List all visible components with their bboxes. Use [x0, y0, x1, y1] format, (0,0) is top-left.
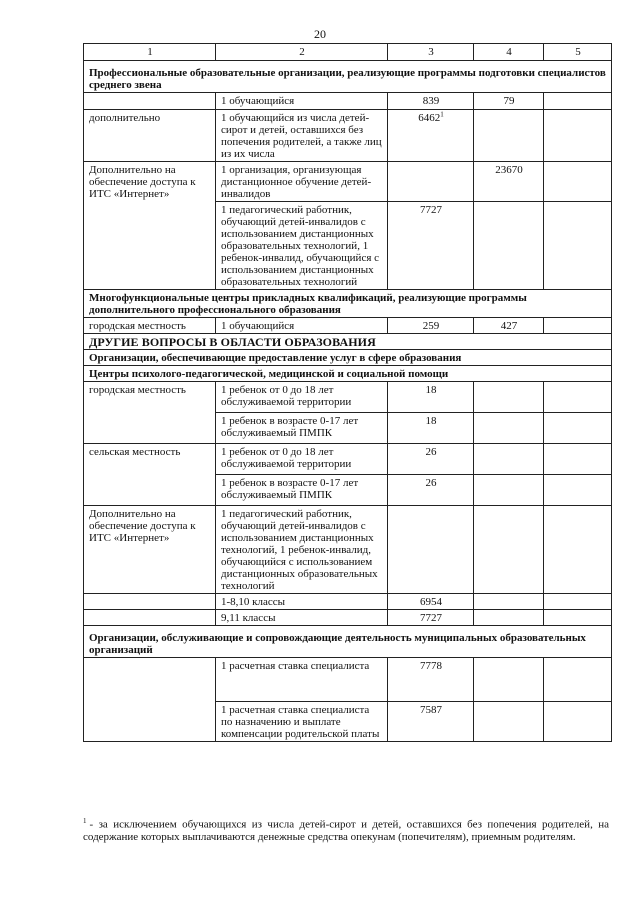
footnote — [83, 815, 609, 844]
unit-cell: 1 ребенок в возрасте 0-17 лет обслуживаемый ПМПК — [216, 413, 388, 444]
value-cell: 18 — [388, 382, 474, 413]
column-number: 3 — [388, 44, 474, 61]
section-row — [84, 290, 612, 318]
footnote-ref: 1 — [440, 110, 444, 119]
table-row — [84, 444, 612, 475]
category-cell: Дополнительно на обеспечение доступа к ИТС «Интернет» — [84, 162, 216, 290]
category-cell — [84, 594, 216, 610]
value-cell — [544, 162, 612, 202]
table-row — [84, 658, 612, 702]
value-cell — [474, 202, 544, 290]
value-cell — [544, 658, 612, 702]
unit-cell: 1 обучающийся из числа детей-сирот и детей, оставшихся без попечения родителей, а также лиц из их числа — [216, 110, 388, 162]
value-cell: 7778 — [388, 658, 474, 702]
value-cell — [544, 413, 612, 444]
section-heading: Организации, обеспечивающие предоставление услуг в сфере образования — [84, 350, 612, 366]
value-cell — [474, 594, 544, 610]
value-cell: 7727 — [388, 202, 474, 290]
unit-cell: 1 обучающийся — [216, 318, 388, 334]
value-cell — [474, 382, 544, 413]
value-cell — [388, 110, 474, 162]
category-cell — [84, 93, 216, 110]
value-cell — [544, 594, 612, 610]
table-row — [84, 594, 612, 610]
section-row — [84, 350, 612, 366]
unit-cell: 1 ребенок от 0 до 18 лет обслуживаемой территории — [216, 444, 388, 475]
table-row — [84, 318, 612, 334]
section-row — [84, 626, 612, 658]
value-cell — [544, 506, 612, 594]
section-row — [84, 366, 612, 382]
section-heading: Многофункциональные центры прикладных квалификаций, реализующие программы дополнительного профессионального образования — [84, 290, 612, 318]
table-row — [84, 382, 612, 413]
value-cell — [474, 702, 544, 742]
unit-cell: 1 организация, организующая дистанционное обучение детей-инвалидов — [216, 162, 388, 202]
value-cell: 259 — [388, 318, 474, 334]
value-cell: 839 — [388, 93, 474, 110]
value-cell: 7587 — [388, 702, 474, 742]
value-cell — [544, 382, 612, 413]
value-cell — [544, 110, 612, 162]
unit-cell: 9,11 классы — [216, 610, 388, 626]
column-number: 5 — [544, 44, 612, 61]
value-cell — [544, 475, 612, 506]
value-cell — [474, 610, 544, 626]
table-row — [84, 110, 612, 162]
unit-cell: 1 расчетная ставка специалиста — [216, 658, 388, 702]
column-number: 2 — [216, 44, 388, 61]
column-number: 1 — [84, 44, 216, 61]
value-cell: 26 — [388, 444, 474, 475]
category-cell: Дополнительно на обеспечение доступа к ИТС «Интернет» — [84, 506, 216, 594]
footnote-mark: 1 — [83, 817, 87, 825]
category-cell — [84, 658, 216, 742]
unit-cell: 1 педагогический работник, обучающий детей-инвалидов с использованием дистанционных образовательных технологий, 1 ребенок-инвалид, обучающийся с использованием дистанционных образовательных технологий — [216, 202, 388, 290]
category-cell: городская местность — [84, 382, 216, 444]
section-heading: Центры психолого-педагогической, медицинской и социальной помощи — [84, 366, 612, 382]
section-row — [84, 334, 612, 350]
column-number: 4 — [474, 44, 544, 61]
value-cell — [544, 202, 612, 290]
table-row — [84, 506, 612, 594]
footnote-text: - за исключением обучающихся из числа детей-сирот и детей, оставшихся без попечения родителей, на содержание которых выплачиваются денежные средства опекунам (попечителям), приемным родителям. — [83, 818, 609, 844]
table-row — [84, 93, 612, 110]
category-cell: сельская местность — [84, 444, 216, 506]
value-cell: 79 — [474, 93, 544, 110]
value-cell: 26 — [388, 475, 474, 506]
value-cell — [474, 506, 544, 594]
category-cell: городская местность — [84, 318, 216, 334]
value-cell — [388, 162, 474, 202]
value-cell — [544, 318, 612, 334]
section-row — [84, 61, 612, 93]
table-row — [84, 610, 612, 626]
section-heading: Организации, обслуживающие и сопровождающие деятельность муниципальных образовательных организаций — [84, 626, 612, 658]
page-number: 20 — [314, 27, 326, 41]
unit-cell: 1 педагогический работник, обучающий детей-инвалидов с использованием дистанционных технологий, 1 ребенок-инвалид, обучающийся с использованием дистанционных образовательных технологий — [216, 506, 388, 594]
unit-cell: 1 ребенок от 0 до 18 лет обслуживаемой территории — [216, 382, 388, 413]
table-row — [84, 162, 612, 202]
value-cell: 18 — [388, 413, 474, 444]
value-cell: 6954 — [388, 594, 474, 610]
value-cell — [474, 413, 544, 444]
value-cell — [544, 444, 612, 475]
value-cell — [544, 93, 612, 110]
unit-cell: 1 ребенок в возрасте 0-17 лет обслуживаемый ПМПК — [216, 475, 388, 506]
value-cell: 427 — [474, 318, 544, 334]
unit-cell: 1 обучающийся — [216, 93, 388, 110]
category-cell: дополнительно — [84, 110, 216, 162]
value-cell: 7727 — [388, 610, 474, 626]
value-cell — [388, 506, 474, 594]
value-cell — [474, 658, 544, 702]
section-heading: Профессиональные образовательные организации, реализующие программы подготовки специалистов среднего звена — [84, 61, 612, 93]
category-cell — [84, 610, 216, 626]
value-cell — [474, 475, 544, 506]
value-cell — [544, 702, 612, 742]
value-cell — [474, 110, 544, 162]
value-cell — [544, 610, 612, 626]
budget-norms-table — [83, 43, 612, 742]
column-number-row — [84, 44, 612, 61]
unit-cell: 1 расчетная ставка специалиста по назначению и выплате компенсации родительской платы — [216, 702, 388, 742]
value-cell — [474, 444, 544, 475]
value-text: 6462 — [418, 112, 441, 124]
unit-cell: 1-8,10 классы — [216, 594, 388, 610]
value-cell: 23670 — [474, 162, 544, 202]
section-heading: ДРУГИЕ ВОПРОСЫ В ОБЛАСТИ ОБРАЗОВАНИЯ — [84, 334, 612, 350]
